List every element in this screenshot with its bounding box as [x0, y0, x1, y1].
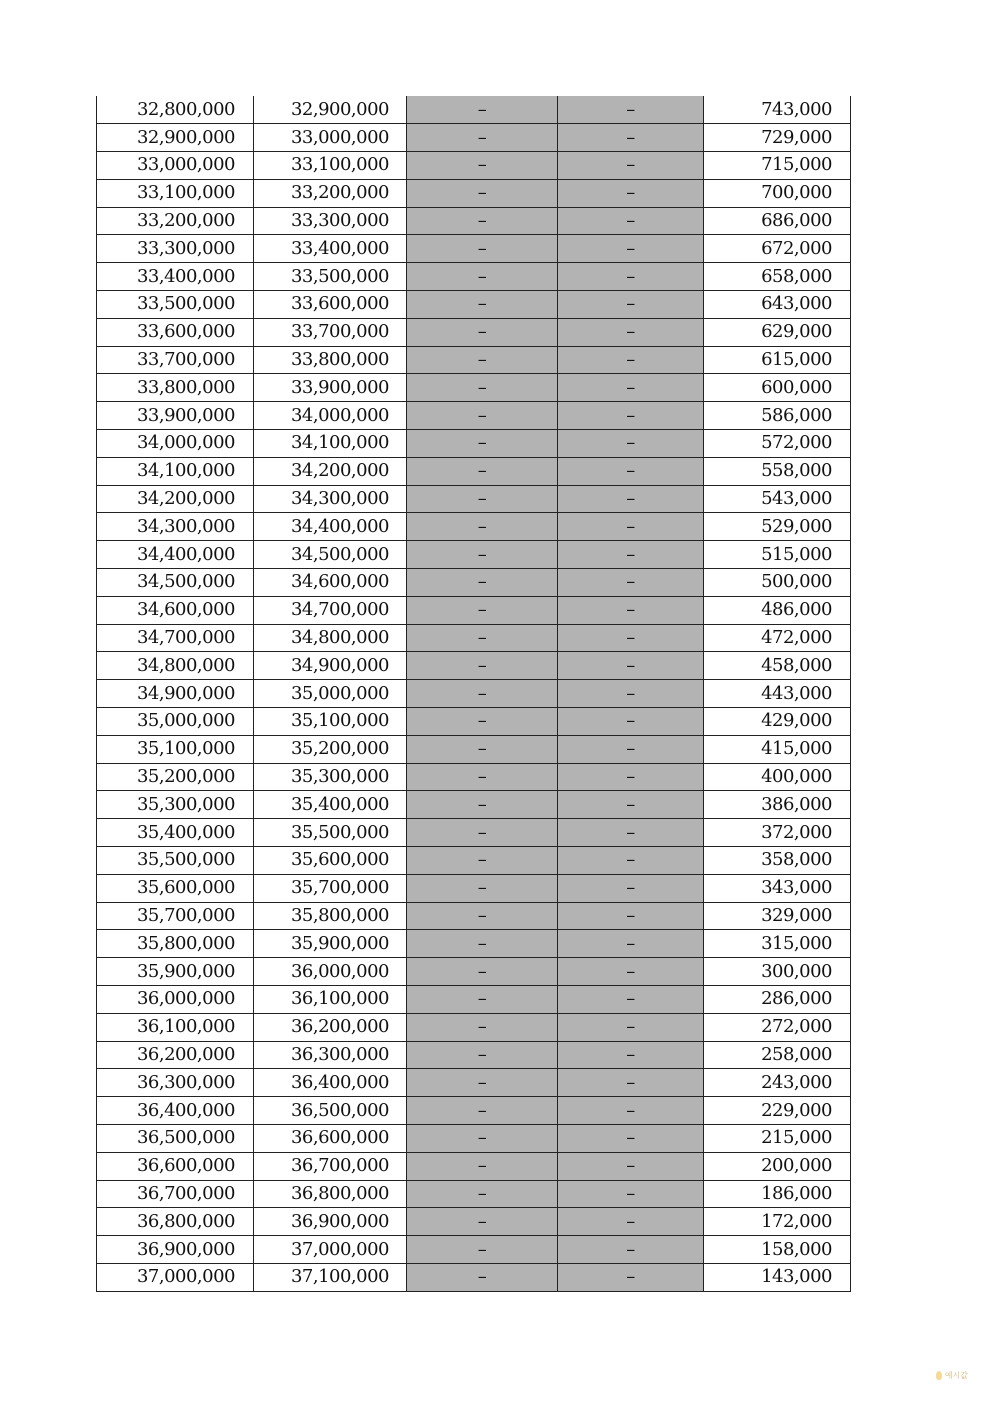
shaded-cell-b: –	[558, 930, 704, 958]
shaded-cell-b: –	[558, 819, 704, 847]
table-row	[97, 847, 851, 875]
income-to-cell: 33,300,000	[254, 207, 407, 235]
shaded-cell-a: –	[407, 596, 558, 624]
shaded-cell-a: –	[407, 930, 558, 958]
shaded-cell-b: –	[558, 263, 704, 291]
shaded-cell-a: –	[407, 1180, 558, 1208]
table-row	[97, 235, 851, 263]
income-from-cell: 36,100,000	[97, 1013, 254, 1041]
income-from-cell: 37,000,000	[97, 1263, 254, 1291]
amount-cell: 215,000	[704, 1124, 851, 1152]
shaded-cell-b: –	[558, 1097, 704, 1125]
income-from-cell: 33,100,000	[97, 179, 254, 207]
income-to-cell: 37,000,000	[254, 1236, 407, 1264]
amount-cell: 586,000	[704, 402, 851, 430]
table-row	[97, 569, 851, 597]
amount-cell: 400,000	[704, 763, 851, 791]
shaded-cell-a: –	[407, 541, 558, 569]
shaded-cell-a: –	[407, 986, 558, 1014]
shaded-cell-b: –	[558, 791, 704, 819]
table-row	[97, 902, 851, 930]
amount-cell: 458,000	[704, 652, 851, 680]
income-from-cell: 32,900,000	[97, 124, 254, 152]
amount-cell: 158,000	[704, 1236, 851, 1264]
shaded-cell-b: –	[558, 235, 704, 263]
shaded-cell-a: –	[407, 96, 558, 124]
income-to-cell: 33,600,000	[254, 291, 407, 319]
table-row	[97, 1236, 851, 1264]
table-row	[97, 152, 851, 180]
table-row	[97, 1041, 851, 1069]
income-from-cell: 35,700,000	[97, 902, 254, 930]
income-from-cell: 36,900,000	[97, 1236, 254, 1264]
shaded-cell-a: –	[407, 708, 558, 736]
income-to-cell: 33,500,000	[254, 263, 407, 291]
income-from-cell: 33,700,000	[97, 346, 254, 374]
shaded-cell-b: –	[558, 318, 704, 346]
table-row	[97, 457, 851, 485]
shaded-cell-b: –	[558, 485, 704, 513]
amount-cell: 172,000	[704, 1208, 851, 1236]
income-from-cell: 32,800,000	[97, 96, 254, 124]
income-from-cell: 33,000,000	[97, 152, 254, 180]
income-from-cell: 35,600,000	[97, 874, 254, 902]
income-to-cell: 36,000,000	[254, 958, 407, 986]
amount-cell: 715,000	[704, 152, 851, 180]
income-to-cell: 34,200,000	[254, 457, 407, 485]
shaded-cell-b: –	[558, 1180, 704, 1208]
income-to-cell: 36,400,000	[254, 1069, 407, 1097]
shaded-cell-a: –	[407, 1069, 558, 1097]
shaded-cell-a: –	[407, 958, 558, 986]
table-row	[97, 513, 851, 541]
income-to-cell: 34,400,000	[254, 513, 407, 541]
amount-cell: 358,000	[704, 847, 851, 875]
table-row	[97, 1069, 851, 1097]
income-to-cell: 34,300,000	[254, 485, 407, 513]
shaded-cell-a: –	[407, 179, 558, 207]
table-row	[97, 207, 851, 235]
shaded-cell-b: –	[558, 1069, 704, 1097]
income-from-cell: 33,600,000	[97, 318, 254, 346]
income-from-cell: 34,800,000	[97, 652, 254, 680]
income-from-cell: 36,600,000	[97, 1152, 254, 1180]
shaded-cell-b: –	[558, 958, 704, 986]
shaded-cell-a: –	[407, 207, 558, 235]
shaded-cell-a: –	[407, 1041, 558, 1069]
shaded-cell-b: –	[558, 96, 704, 124]
income-to-cell: 36,200,000	[254, 1013, 407, 1041]
lightbulb-icon	[936, 1371, 942, 1380]
income-to-cell: 33,700,000	[254, 318, 407, 346]
income-to-cell: 33,200,000	[254, 179, 407, 207]
income-from-cell: 36,400,000	[97, 1097, 254, 1125]
shaded-cell-b: –	[558, 652, 704, 680]
amount-cell: 443,000	[704, 680, 851, 708]
amount-cell: 286,000	[704, 986, 851, 1014]
income-from-cell: 34,600,000	[97, 596, 254, 624]
income-to-cell: 33,800,000	[254, 346, 407, 374]
table-row	[97, 874, 851, 902]
income-from-cell: 35,800,000	[97, 930, 254, 958]
shaded-cell-b: –	[558, 1208, 704, 1236]
income-to-cell: 34,900,000	[254, 652, 407, 680]
table-row	[97, 96, 851, 124]
shaded-cell-a: –	[407, 652, 558, 680]
amount-cell: 643,000	[704, 291, 851, 319]
shaded-cell-a: –	[407, 624, 558, 652]
income-from-cell: 34,100,000	[97, 457, 254, 485]
shaded-cell-a: –	[407, 124, 558, 152]
amount-cell: 572,000	[704, 430, 851, 458]
table-row	[97, 652, 851, 680]
amount-cell: 615,000	[704, 346, 851, 374]
income-from-cell: 33,800,000	[97, 374, 254, 402]
amount-cell: 372,000	[704, 819, 851, 847]
amount-cell: 200,000	[704, 1152, 851, 1180]
table-row	[97, 596, 851, 624]
shaded-cell-b: –	[558, 847, 704, 875]
table-row	[97, 485, 851, 513]
shaded-cell-b: –	[558, 624, 704, 652]
amount-cell: 186,000	[704, 1180, 851, 1208]
shaded-cell-b: –	[558, 874, 704, 902]
table-row	[97, 402, 851, 430]
table-row	[97, 763, 851, 791]
table-row	[97, 958, 851, 986]
income-from-cell: 35,000,000	[97, 708, 254, 736]
amount-cell: 243,000	[704, 1069, 851, 1097]
shaded-cell-b: –	[558, 986, 704, 1014]
amount-cell: 472,000	[704, 624, 851, 652]
amount-cell: 529,000	[704, 513, 851, 541]
income-to-cell: 36,600,000	[254, 1124, 407, 1152]
table-row	[97, 819, 851, 847]
income-to-cell: 36,800,000	[254, 1180, 407, 1208]
table-row	[97, 541, 851, 569]
shaded-cell-a: –	[407, 569, 558, 597]
shaded-cell-a: –	[407, 485, 558, 513]
shaded-cell-b: –	[558, 735, 704, 763]
income-from-cell: 35,500,000	[97, 847, 254, 875]
shaded-cell-b: –	[558, 1152, 704, 1180]
table-row	[97, 1208, 851, 1236]
amount-cell: 543,000	[704, 485, 851, 513]
table-row	[97, 1097, 851, 1125]
shaded-cell-b: –	[558, 569, 704, 597]
amount-cell: 686,000	[704, 207, 851, 235]
amount-cell: 343,000	[704, 874, 851, 902]
shaded-cell-b: –	[558, 207, 704, 235]
income-to-cell: 34,100,000	[254, 430, 407, 458]
amount-cell: 229,000	[704, 1097, 851, 1125]
amount-cell: 486,000	[704, 596, 851, 624]
income-from-cell: 34,700,000	[97, 624, 254, 652]
shaded-cell-b: –	[558, 1124, 704, 1152]
income-from-cell: 36,000,000	[97, 986, 254, 1014]
shaded-cell-a: –	[407, 1013, 558, 1041]
shaded-cell-b: –	[558, 708, 704, 736]
shaded-cell-b: –	[558, 596, 704, 624]
amount-cell: 386,000	[704, 791, 851, 819]
shaded-cell-a: –	[407, 346, 558, 374]
amount-cell: 143,000	[704, 1263, 851, 1291]
income-to-cell: 34,600,000	[254, 569, 407, 597]
income-to-cell: 35,900,000	[254, 930, 407, 958]
amount-cell: 300,000	[704, 958, 851, 986]
income-to-cell: 35,700,000	[254, 874, 407, 902]
income-from-cell: 36,300,000	[97, 1069, 254, 1097]
amount-cell: 743,000	[704, 96, 851, 124]
shaded-cell-b: –	[558, 1013, 704, 1041]
amount-cell: 429,000	[704, 708, 851, 736]
income-to-cell: 36,100,000	[254, 986, 407, 1014]
shaded-cell-b: –	[558, 124, 704, 152]
income-from-cell: 36,700,000	[97, 1180, 254, 1208]
income-to-cell: 34,800,000	[254, 624, 407, 652]
income-from-cell: 34,300,000	[97, 513, 254, 541]
table-row	[97, 1152, 851, 1180]
income-from-cell: 33,300,000	[97, 235, 254, 263]
income-from-cell: 35,900,000	[97, 958, 254, 986]
shaded-cell-b: –	[558, 430, 704, 458]
table-row	[97, 791, 851, 819]
income-to-cell: 33,100,000	[254, 152, 407, 180]
shaded-cell-b: –	[558, 374, 704, 402]
table-row	[97, 1013, 851, 1041]
income-to-cell: 35,500,000	[254, 819, 407, 847]
shaded-cell-a: –	[407, 152, 558, 180]
amount-cell: 600,000	[704, 374, 851, 402]
amount-cell: 500,000	[704, 569, 851, 597]
income-from-cell: 33,400,000	[97, 263, 254, 291]
income-from-cell: 34,500,000	[97, 569, 254, 597]
shaded-cell-b: –	[558, 902, 704, 930]
shaded-cell-a: –	[407, 763, 558, 791]
table-row	[97, 680, 851, 708]
shaded-cell-a: –	[407, 791, 558, 819]
shaded-cell-b: –	[558, 152, 704, 180]
shaded-cell-a: –	[407, 291, 558, 319]
amount-cell: 700,000	[704, 179, 851, 207]
income-to-cell: 35,800,000	[254, 902, 407, 930]
shaded-cell-b: –	[558, 1263, 704, 1291]
income-to-cell: 32,900,000	[254, 96, 407, 124]
table-row	[97, 1124, 851, 1152]
amount-cell: 329,000	[704, 902, 851, 930]
amount-cell: 672,000	[704, 235, 851, 263]
shaded-cell-b: –	[558, 179, 704, 207]
shaded-cell-a: –	[407, 430, 558, 458]
watermark-text: 예시값	[944, 1371, 968, 1380]
table-body	[97, 96, 851, 1291]
income-to-cell: 35,000,000	[254, 680, 407, 708]
table-row	[97, 1263, 851, 1291]
shaded-cell-b: –	[558, 513, 704, 541]
income-from-cell: 33,900,000	[97, 402, 254, 430]
income-to-cell: 35,100,000	[254, 708, 407, 736]
amount-cell: 258,000	[704, 1041, 851, 1069]
shaded-cell-a: –	[407, 374, 558, 402]
income-from-cell: 33,200,000	[97, 207, 254, 235]
income-to-cell: 34,000,000	[254, 402, 407, 430]
income-to-cell: 34,700,000	[254, 596, 407, 624]
shaded-cell-a: –	[407, 318, 558, 346]
table-row	[97, 291, 851, 319]
income-to-cell: 35,400,000	[254, 791, 407, 819]
income-from-cell: 35,300,000	[97, 791, 254, 819]
income-from-cell: 34,400,000	[97, 541, 254, 569]
amount-cell: 658,000	[704, 263, 851, 291]
income-to-cell: 36,900,000	[254, 1208, 407, 1236]
table-row	[97, 624, 851, 652]
shaded-cell-b: –	[558, 402, 704, 430]
shaded-cell-a: –	[407, 819, 558, 847]
watermark	[936, 1370, 968, 1381]
shaded-cell-b: –	[558, 541, 704, 569]
income-from-cell: 35,100,000	[97, 735, 254, 763]
amount-cell: 315,000	[704, 930, 851, 958]
income-to-cell: 36,700,000	[254, 1152, 407, 1180]
income-to-cell: 36,300,000	[254, 1041, 407, 1069]
table-row	[97, 986, 851, 1014]
shaded-cell-a: –	[407, 1208, 558, 1236]
income-to-cell: 33,000,000	[254, 124, 407, 152]
shaded-cell-a: –	[407, 235, 558, 263]
shaded-cell-a: –	[407, 1124, 558, 1152]
table-row	[97, 430, 851, 458]
shaded-cell-a: –	[407, 457, 558, 485]
shaded-cell-b: –	[558, 680, 704, 708]
table-row	[97, 179, 851, 207]
income-to-cell: 33,400,000	[254, 235, 407, 263]
income-to-cell: 35,200,000	[254, 735, 407, 763]
income-from-cell: 36,200,000	[97, 1041, 254, 1069]
income-to-cell: 35,600,000	[254, 847, 407, 875]
shaded-cell-b: –	[558, 763, 704, 791]
table-row	[97, 124, 851, 152]
table-row	[97, 930, 851, 958]
table-row	[97, 346, 851, 374]
income-from-cell: 35,200,000	[97, 763, 254, 791]
shaded-cell-a: –	[407, 1236, 558, 1264]
income-from-cell: 34,900,000	[97, 680, 254, 708]
shaded-cell-a: –	[407, 902, 558, 930]
amount-cell: 558,000	[704, 457, 851, 485]
income-to-cell: 34,500,000	[254, 541, 407, 569]
shaded-cell-a: –	[407, 735, 558, 763]
income-from-cell: 34,200,000	[97, 485, 254, 513]
amount-cell: 629,000	[704, 318, 851, 346]
income-from-cell: 33,500,000	[97, 291, 254, 319]
shaded-cell-a: –	[407, 680, 558, 708]
shaded-cell-b: –	[558, 346, 704, 374]
income-from-cell: 34,000,000	[97, 430, 254, 458]
shaded-cell-b: –	[558, 1041, 704, 1069]
shaded-cell-a: –	[407, 402, 558, 430]
shaded-cell-b: –	[558, 1236, 704, 1264]
shaded-cell-a: –	[407, 513, 558, 541]
table-row	[97, 708, 851, 736]
income-from-cell: 36,800,000	[97, 1208, 254, 1236]
table-row	[97, 263, 851, 291]
amount-cell: 272,000	[704, 1013, 851, 1041]
income-from-cell: 35,400,000	[97, 819, 254, 847]
shaded-cell-b: –	[558, 291, 704, 319]
income-from-cell: 36,500,000	[97, 1124, 254, 1152]
income-to-cell: 36,500,000	[254, 1097, 407, 1125]
table-row	[97, 374, 851, 402]
shaded-cell-a: –	[407, 874, 558, 902]
table-row	[97, 318, 851, 346]
amount-cell: 415,000	[704, 735, 851, 763]
shaded-cell-a: –	[407, 1263, 558, 1291]
amount-cell: 729,000	[704, 124, 851, 152]
income-to-cell: 33,900,000	[254, 374, 407, 402]
shaded-cell-a: –	[407, 847, 558, 875]
shaded-cell-b: –	[558, 457, 704, 485]
income-to-cell: 35,300,000	[254, 763, 407, 791]
table-row	[97, 1180, 851, 1208]
income-to-cell: 37,100,000	[254, 1263, 407, 1291]
shaded-cell-a: –	[407, 1152, 558, 1180]
amount-cell: 515,000	[704, 541, 851, 569]
shaded-cell-a: –	[407, 263, 558, 291]
tax-bracket-table	[96, 96, 851, 1292]
table-row	[97, 735, 851, 763]
shaded-cell-a: –	[407, 1097, 558, 1125]
